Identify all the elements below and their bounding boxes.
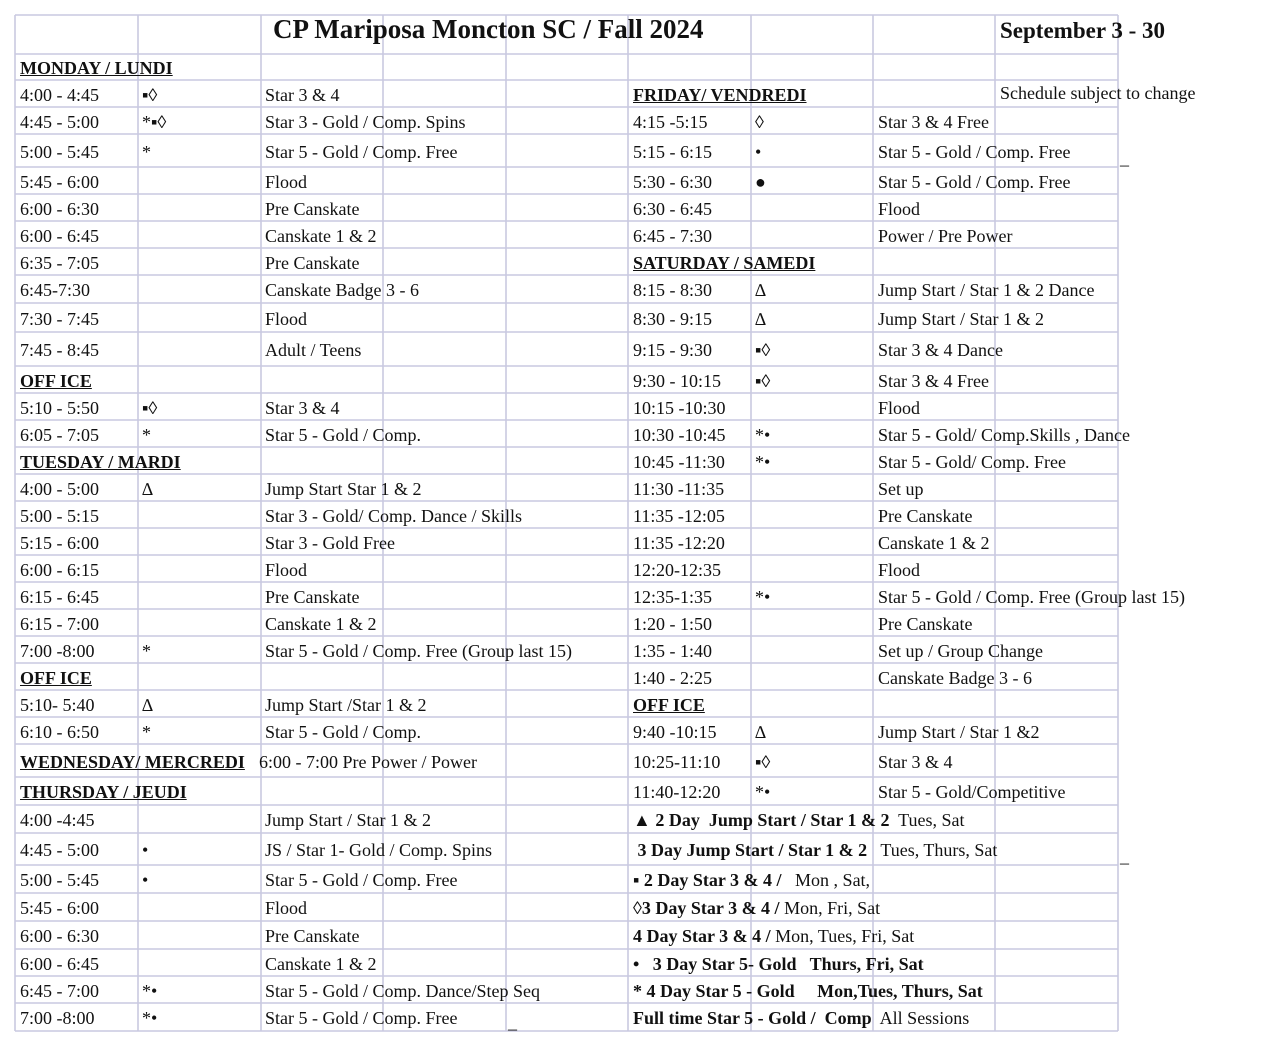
schedule-cell: Jump Start / Star 1 & 2 Dance	[878, 280, 1095, 300]
schedule-cell: Jump Start / Star 1 & 2	[265, 810, 431, 830]
schedule-cell: 1:20 - 1:50	[633, 613, 712, 634]
schedule-cell: Canskate 1 & 2	[265, 953, 377, 974]
schedule-cell: *	[142, 640, 151, 661]
schedule-cell: *	[142, 721, 151, 742]
schedule-cell: Star 5 - Gold / Comp. Dance/Step Seq	[265, 980, 540, 1001]
schedule-cell: Star 3 - Gold Free	[265, 532, 395, 553]
schedule-cell: 4:00 - 5:00	[20, 478, 99, 499]
legend-item	[633, 897, 880, 919]
schedule-cell: 5:45 - 6:00	[20, 171, 99, 192]
schedule-cell: 1:35 - 1:40	[633, 640, 712, 661]
section-header: SATURDAY / SAMEDI	[633, 252, 816, 273]
schedule-cell: 9:40 -10:15	[633, 721, 717, 742]
schedule-cell: 6:00 - 6:30	[20, 926, 99, 946]
schedule-cell: *•	[142, 1008, 158, 1028]
schedule-cell: *▪◊	[142, 111, 167, 132]
schedule-cell: 1:40 - 2:25	[633, 667, 712, 688]
schedule-cell: 7:30 - 7:45	[20, 308, 99, 329]
schedule-cell: 4:45 - 5:00	[20, 111, 99, 132]
schedule-cell: *•	[142, 980, 158, 1001]
schedule-cell: ●	[755, 171, 766, 192]
section-header: OFF ICE	[633, 694, 705, 715]
legend-item-days: Tues, Thurs, Sat	[867, 840, 998, 860]
section-header: MONDAY / LUNDI	[20, 58, 173, 78]
legend-item-label: ◊3 Day Star 3 & 4 /	[633, 898, 780, 918]
schedule-cell: Star 5 - Gold / Comp. Free	[265, 870, 458, 890]
schedule-cell: 12:20-12:35	[633, 559, 721, 580]
schedule-cell: 11:35 -12:05	[633, 505, 725, 526]
schedule-cell: Star 3 & 4	[265, 397, 340, 418]
schedule-cell: ◊	[755, 111, 764, 132]
schedule-cell: 11:35 -12:20	[633, 532, 725, 553]
schedule-cell: 6:35 - 7:05	[20, 252, 99, 273]
schedule-cell: *•	[755, 586, 771, 607]
schedule-cell: 10:30 -10:45	[633, 424, 726, 445]
schedule-cell: 12:35-1:35	[633, 586, 712, 607]
schedule-cell: •	[142, 870, 149, 890]
schedule-cell: Jump Start / Star 1 & 2	[878, 308, 1044, 329]
schedule-cell: ▪◊	[755, 370, 771, 391]
schedule-cell: 5:30 - 6:30	[633, 171, 712, 192]
schedule-cell: Flood	[265, 559, 308, 580]
schedule-cell: Star 3 & 4	[878, 751, 953, 772]
schedule-cell: 10:15 -10:30	[633, 397, 726, 418]
schedule-cell: Star 5 - Gold / Comp.	[265, 721, 421, 742]
schedule-cell: 8:15 - 8:30	[633, 280, 712, 300]
schedule-cell: 5:10- 5:40	[20, 694, 95, 715]
schedule-cell: Pre Canskate	[265, 926, 360, 946]
schedule-cell: Flood	[878, 397, 921, 418]
schedule-cell: 6:00 - 6:45	[20, 953, 99, 974]
legend-item-days: Mon, Tues, Fri, Sat	[770, 926, 915, 946]
stray-dash: _	[1120, 846, 1129, 866]
schedule-cell: ∆	[142, 478, 154, 499]
schedule-cell: 6:10 - 6:50	[20, 721, 99, 742]
schedule-cell: Star 5 - Gold/ Comp.Skills , Dance	[878, 424, 1130, 445]
schedule-cell: Canskate Badge 3 - 6	[878, 667, 1032, 688]
legend-item	[633, 809, 965, 831]
schedule-cell: Star 3 - Gold / Comp. Spins	[265, 111, 466, 132]
schedule-cell: Set up	[878, 478, 924, 499]
legend-item-days: All Sessions	[871, 1008, 970, 1028]
stray-dash: _	[1120, 148, 1129, 168]
section-header: FRIDAY/ VENDREDI	[633, 84, 807, 105]
schedule-cell: 10:25-11:10	[633, 751, 721, 772]
schedule-cell: Star 5 - Gold / Comp. Free	[265, 141, 458, 162]
legend-item	[633, 869, 870, 891]
schedule-cell: Canskate 1 & 2	[878, 532, 990, 553]
schedule-cell: 10:45 -11:30	[633, 451, 725, 472]
schedule-cell: 6:45 - 7:00	[20, 980, 99, 1001]
schedule-cell: 11:30 -11:35	[633, 478, 725, 499]
legend-item-label: 3 Day Jump Start / Star 1 & 2	[633, 840, 868, 860]
schedule-cell: 6:00 - 6:45	[20, 225, 99, 246]
schedule-cell: 6:15 - 7:00	[20, 613, 99, 634]
schedule-cell: Star 3 & 4 Dance	[878, 340, 1003, 360]
schedule-cell: 6:30 - 6:45	[633, 198, 712, 219]
schedule-cell: Set up / Group Change	[878, 640, 1043, 661]
schedule-cell: Star 5 - Gold / Comp. Free	[878, 171, 1071, 192]
schedule-cell: •	[755, 141, 762, 162]
schedule-cell: Flood	[265, 308, 308, 329]
legend-item	[633, 839, 997, 861]
section-header: WEDNESDAY/ MERCREDI	[20, 751, 245, 772]
schedule-cell: Adult / Teens	[265, 340, 362, 360]
schedule-cell: Canskate 1 & 2	[265, 225, 377, 246]
legend-item	[633, 953, 924, 975]
schedule-cell: Star 5 - Gold / Comp.	[265, 424, 421, 445]
schedule-cell: ∆	[142, 694, 154, 715]
section-header: OFF ICE	[20, 667, 92, 688]
schedule-cell: Flood	[878, 198, 921, 219]
schedule-cell: ▪◊	[142, 84, 158, 105]
schedule-cell: 4:00 -4:45	[20, 810, 95, 830]
schedule-cell: 4:00 - 4:45	[20, 84, 99, 105]
schedule-cell: Star 5 - Gold / Comp. Free	[265, 1008, 458, 1028]
schedule-cell: 6:45 - 7:30	[633, 225, 712, 246]
schedule-cell: 6:05 - 7:05	[20, 424, 99, 445]
schedule-cell: Pre Canskate	[265, 586, 360, 607]
schedule-cell: *	[142, 424, 151, 445]
schedule-cell: Star 5 - Gold / Comp. Free	[878, 141, 1071, 162]
schedule-cell: Pre Canskate	[265, 252, 360, 273]
schedule-cell: 9:15 - 9:30	[633, 340, 712, 360]
schedule-cell: 4:45 - 5:00	[20, 840, 99, 860]
legend-item-label: Full time Star 5 - Gold / Comp	[633, 1008, 872, 1028]
legend-item	[633, 980, 983, 1002]
schedule-cell: Pre Canskate	[878, 613, 973, 634]
schedule-cell: ▪◊	[755, 751, 771, 772]
schedule-cell: Star 5 - Gold/ Comp. Free	[878, 451, 1066, 472]
schedule-cell: 5:00 - 5:15	[20, 505, 99, 526]
schedule-cell: Flood	[265, 898, 308, 918]
schedule-cell: 5:15 - 6:15	[633, 141, 712, 162]
legend-item-label: ▪ 2 Day Star 3 & 4 /	[633, 870, 782, 890]
schedule-cell: ∆	[755, 721, 767, 742]
schedule-note: Schedule subject to change	[1000, 83, 1196, 103]
schedule-cell: 9:30 - 10:15	[633, 370, 721, 391]
schedule-cell: 6:00 - 6:15	[20, 559, 99, 580]
schedule-cell: 5:00 - 5:45	[20, 141, 99, 162]
schedule-cell: Power / Pre Power	[878, 225, 1013, 246]
schedule-cell: ∆	[755, 280, 767, 300]
schedule-cell: Pre Canskate	[265, 198, 360, 219]
section-header: TUESDAY / MARDI	[20, 451, 181, 472]
schedule-cell: ▪◊	[755, 340, 771, 360]
schedule-cell: Canskate 1 & 2	[265, 613, 377, 634]
schedule-cell: Star 5 - Gold / Comp. Free (Group last 15)	[265, 640, 572, 661]
schedule-cell: Jump Start /Star 1 & 2	[265, 694, 427, 715]
schedule-cell: 5:00 - 5:45	[20, 870, 99, 890]
schedule-cell: 11:40-12:20	[633, 782, 721, 802]
schedule-cell: •	[142, 840, 149, 860]
schedule-cell: 6:00 - 7:00 Pre Power / Power	[259, 751, 477, 772]
schedule-cell: *•	[755, 782, 771, 802]
schedule-cell: 8:30 - 9:15	[633, 308, 712, 329]
legend-item-label: • 3 Day Star 5- Gold Thurs, Fri, Sat	[633, 953, 924, 974]
schedule-cell: 7:00 -8:00	[20, 1008, 95, 1028]
legend-item-label: ▲ 2 Day Jump Start / Star 1 & 2	[633, 810, 890, 830]
schedule-cell: Star 3 & 4	[265, 84, 340, 105]
legend-item-label: 4 Day Star 3 & 4 /	[633, 926, 771, 946]
schedule-cell: 7:45 - 8:45	[20, 340, 99, 360]
schedule-cell: Star 3 & 4 Free	[878, 370, 989, 391]
schedule-cell: Star 5 - Gold/Competitive	[878, 782, 1066, 802]
schedule-cell: Star 3 & 4 Free	[878, 111, 989, 132]
schedule-cell: 5:45 - 6:00	[20, 898, 99, 918]
schedule-cell: 7:00 -8:00	[20, 640, 95, 661]
schedule-cell: 5:15 - 6:00	[20, 532, 99, 553]
schedule-cell: 5:10 - 5:50	[20, 397, 99, 418]
legend-item-days: Mon , Sat,	[781, 870, 871, 890]
schedule-cell: Flood	[265, 171, 308, 192]
schedule-cell: Canskate Badge 3 - 6	[265, 280, 419, 300]
section-header: OFF ICE	[20, 370, 92, 391]
schedule-cell: Pre Canskate	[878, 505, 973, 526]
legend-item-days: Tues, Sat	[889, 810, 965, 830]
schedule-title: CP Mariposa Moncton SC / Fall 2024	[273, 14, 704, 44]
schedule-cell: ∆	[755, 308, 767, 329]
schedule-cell: JS / Star 1- Gold / Comp. Spins	[265, 840, 493, 860]
schedule-cell: *•	[755, 424, 771, 445]
section-header: THURSDAY / JEUDI	[20, 782, 187, 802]
schedule-cell: ▪◊	[142, 397, 158, 418]
stray-dash: _	[508, 1012, 517, 1032]
schedule-cell: 6:45-7:30	[20, 280, 90, 300]
schedule-cell: Jump Start / Star 1 &2	[878, 721, 1040, 742]
schedule-cell: *•	[755, 451, 771, 472]
schedule-cell: Star 3 - Gold/ Comp. Dance / Skills	[265, 505, 522, 526]
schedule-cell: *	[142, 141, 151, 162]
schedule-cell: Star 5 - Gold / Comp. Free (Group last 15)	[878, 586, 1185, 607]
legend-item	[633, 925, 914, 947]
schedule-cell: Jump Start Star 1 & 2	[265, 478, 422, 499]
legend-item-days: Mon, Fri, Sat	[779, 898, 881, 918]
schedule-cell: 6:00 - 6:30	[20, 198, 99, 219]
schedule-cell: 6:15 - 6:45	[20, 586, 99, 607]
schedule-cell: Flood	[878, 559, 921, 580]
schedule-cell: 4:15 -5:15	[633, 111, 708, 132]
schedule-dates: September 3 - 30	[1000, 18, 1166, 43]
legend-item	[633, 1007, 969, 1029]
legend-item-label: * 4 Day Star 5 - Gold Mon,Tues, Thurs, Sat	[633, 980, 983, 1001]
